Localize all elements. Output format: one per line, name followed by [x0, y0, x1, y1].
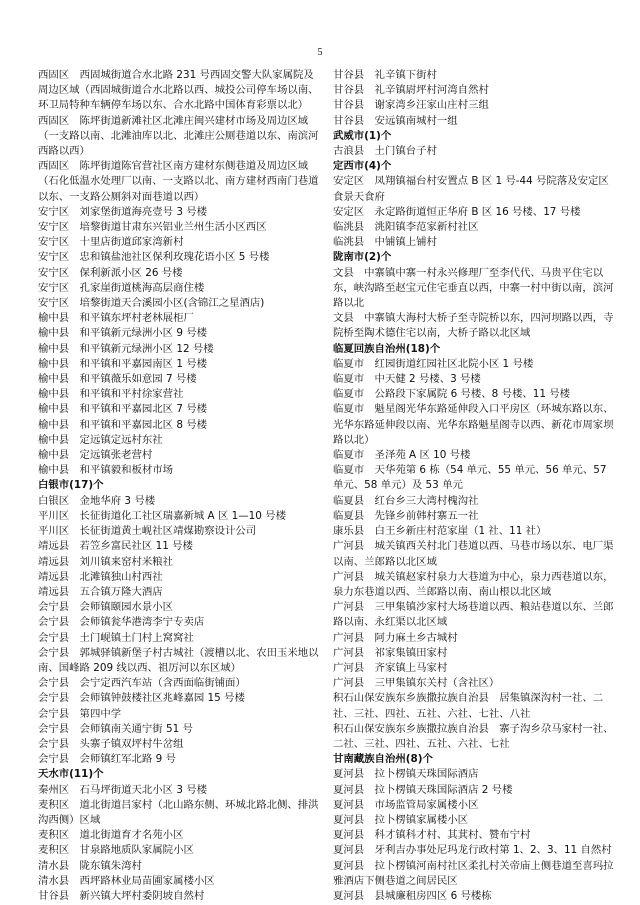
left-column [38, 68, 324, 904]
location-entry: 西固区 陈坪街道新滩社区北滩庄闽兴建材市场及周边区域（一支路以南、北滩油库以北、北滩庄公厕巷道以东、南滨河西路以西） [38, 114, 319, 158]
location-entry: 榆中县 和平镇和平嘉园南区 1 号楼 [38, 357, 208, 370]
location-entry: 古浪县 土门镇台子村 [333, 145, 437, 158]
location-entry: 安宁区 保利新派小区 26 号楼 [38, 266, 183, 279]
location-entry: 会宁县 会师镇颐园水景小区 [38, 601, 174, 614]
location-entry: 安宁区 孔家崖街道桃海高层商住楼 [38, 281, 205, 294]
location-entry: 甘谷县 礼辛镇下街村 [333, 69, 437, 81]
location-entry: 会宁县 会宁定西汽车站（含西面临街铺面） [38, 677, 246, 690]
right-column [333, 68, 619, 904]
location-entry: 广河县 城关镇赵家村泉力大巷道为中心，泉力西巷道以东，泉力东巷道以西、兰郎路以南、南山根以北区域 [333, 570, 614, 598]
location-entry: 会宁县 会师镇钟鼓楼社区兆峰嘉园 15 号楼 [38, 692, 245, 705]
location-entry: 会宁县 会师镇瓮华港湾李宁专卖店 [38, 616, 205, 629]
location-entry: 榆中县 和平镇和平嘉园北区 8 号楼 [38, 418, 208, 431]
location-entry: 麦积区 甘泉路地质队家属院小区 [38, 844, 194, 857]
location-entry: 临夏市 红园街道红园社区北院小区 1 号楼 [333, 357, 534, 370]
location-entry: 靖远县 若笠乡富民社区 11 号楼 [38, 540, 193, 553]
location-entry: 广河县 齐家镇上马家村 [333, 661, 448, 674]
location-entry: 靖远县 刘川镇来窑村米粮社 [38, 555, 174, 568]
location-entry: 临洮县 中铺镇上铺村 [333, 236, 437, 249]
location-entry: 广河县 三甲集镇东关村（含社区） [333, 677, 500, 690]
location-entry: 临夏市 圣泽苑 A 区 10 号楼 [333, 449, 471, 462]
location-entry: 积石山保安族东乡族撒拉族自治县 寨子沟乡尕马家村一社、二社、三社、四社、五社、六社、七社 [333, 722, 614, 750]
region-heading: 陇南市(2)个 [333, 251, 392, 264]
location-entry: 临夏市 公路段下家属院 6 号楼、8 号楼、11 号楼 [333, 388, 571, 401]
location-entry: 安定区 凤翔镇福台村安置点 B 区 1 号-44 号院落及安定区食景天食府 [333, 175, 609, 203]
location-entry: 夏河县 拉卜楞镇天珠国际酒店 [333, 768, 479, 781]
region-heading: 天水市(11)个 [38, 768, 104, 781]
location-entry: 广河县 阿力麻土乡古城村 [333, 631, 458, 644]
location-entry: 甘谷县 新兴镇大坪村委阴坡自然村 [38, 889, 205, 902]
location-entry: 广河县 城关镇西关村北门巷道以西、马巷市场以东、电厂渠以南、兰郎路以北区域 [333, 540, 614, 568]
location-entry: 甘谷县 谢家湾乡汪家山庄村三组 [333, 99, 489, 112]
location-entry: 麦积区 道北街道育才名苑小区 [38, 829, 184, 842]
location-entry: 安宁区 忠和镇盐池社区保利玫瑰花语小区 5 号楼 [38, 251, 270, 264]
location-entry: 榆中县 和平镇毅和板材市场 [38, 464, 174, 477]
location-entry: 临洮县 洮阳镇李范家新村社区 [333, 221, 479, 234]
location-entry: 文县 中寨镇中寨一村永兴修理厂至李代代、马贵平住宅以东，峡沟路至赵宝元住宅垂直以西，中寨一村中街以南，滨河路以北 [333, 266, 614, 310]
location-entry: 甘谷县 安远镇南城村一组 [333, 114, 458, 127]
page-number: 5 [317, 47, 323, 58]
location-entry: 西固区 陈坪街道陈官营社区南方建材东侧巷道及周边区域（石化低温水处理厂以南、一支路以北、南方建材西南门巷道以东、一支路公厕斜对面巷道以西） [38, 160, 319, 203]
location-entry: 榆中县 和平镇薇乐如意园 7 号楼 [38, 373, 197, 386]
location-entry: 会宁县 土门岘镇土门村上窝窝社 [38, 631, 194, 644]
location-entry: 临夏县 先锋乡前韩村寨五一社 [333, 509, 479, 522]
location-entry: 靖远县 五合镇万隆大酒店 [38, 585, 163, 598]
region-heading: 临夏回族自治州(18)个 [333, 342, 441, 355]
location-entry: 临夏县 红台乡三大湾村槐沟社 [333, 494, 479, 507]
location-entry: 榆中县 和平镇和平村徐家营社 [38, 388, 184, 401]
location-entry: 榆中县 定远镇张老营村 [38, 449, 153, 462]
region-heading: 甘南藏族自治州(8)个 [333, 753, 433, 766]
location-entry: 秦州区 石马坪街道天北小区 3 号楼 [38, 783, 208, 796]
location-entry: 夏河县 县城廉租房四区 6 号楼栋 [333, 889, 492, 902]
location-entry: 榆中县 和平镇新元绿洲小区 12 号楼 [38, 342, 214, 355]
location-entry: 夏河县 拉卜楞镇天珠国际酒店 2 号楼 [333, 783, 513, 796]
location-entry: 文县 中寨镇大海村大桥子至寺院桥以东，四河坝路以西，寺院桥至陶术德住宅以南，大桥子路以北区域 [333, 312, 614, 340]
location-entry: 平川区 长征街道化工社区瑞嘉新城 A 区 1—10 号楼 [38, 509, 286, 522]
location-entry: 临夏市 天华苑第 6 栋（54 单元、55 单元、56 单元、57 单元、58 单元）及 53 单元 [333, 464, 610, 492]
location-entry: 夏河县 市场监管局家属楼小区 [333, 798, 479, 811]
location-entry: 临夏市 魁星阁光华东路延伸段入口平房区（环城东路以东、光华东路延伸段以南、光华东路魁星阁寺以西、新花市周家坝路以北） [333, 403, 614, 446]
location-entry: 康乐县 白王乡新庄村范家崖（1 社、11 社） [333, 525, 547, 538]
location-entry: 夏河县 牙利吉办事处尼玛龙行政村第 1、2、3、11 自然村 [333, 844, 612, 857]
location-entry: 白银区 金地华府 3 号楼 [38, 494, 156, 507]
location-entry: 平川区 长征街道黄土岘社区靖煤勘察设计公司 [38, 525, 257, 538]
location-entry: 广河县 三甲集镇沙家村大场巷道以西、粮站巷道以东、兰郎路以南、永红渠以北区域 [333, 601, 614, 629]
location-entry: 清水县 西坪路林业局苗圃家属楼小区 [38, 874, 215, 887]
location-entry: 会宁县 郭城驿镇新堡子村古城社（渡槽以北、农田玉米地以南、国峰路 209 线以西、祖厉河以东区域） [38, 646, 319, 674]
location-entry: 会宁县 头寨子镇双坪村牛岔组 [38, 737, 184, 750]
region-heading: 武威市(1)个 [333, 129, 392, 142]
location-entry: 榆中县 和平镇和平嘉园北区 7 号楼 [38, 403, 208, 416]
location-entry: 安宁区 培黎街道甘肃东兴铝业兰州生活小区西区 [38, 221, 267, 234]
location-entry: 榆中县 和平镇东坪村老林展柜厂 [38, 312, 194, 325]
location-entry: 榆中县 和平镇新元绿洲小区 9 号楼 [38, 327, 208, 340]
location-entry: 夏河县 科才镇科才村、其萁村、赞布宁村 [333, 829, 531, 842]
location-entry: 清水县 陇东镇朱湾村 [38, 859, 142, 872]
location-entry: 榆中县 定远镇定远村东社 [38, 433, 163, 446]
location-entry: 广河县 祁家集镇田家村 [333, 646, 448, 659]
location-entry: 会宁县 会师镇红军北路 9 号 [38, 753, 176, 766]
location-entry: 安宁区 培黎街道天合溪园小区(含锦江之星酒店) [38, 297, 265, 310]
location-entry: 靖远县 北滩镇独山村西社 [38, 570, 163, 583]
location-entry: 夏河县 拉卜楞镇河南村社区柔扎村关帝庙上侧巷道至喜玛拉雅酒店下侧巷道之间居民区 [333, 859, 614, 887]
region-heading: 定西市(4)个 [333, 160, 392, 173]
location-entry: 安定区 永定路街道恒正华府 B 区 16 号楼、17 号楼 [333, 205, 581, 218]
location-entry: 麦积区 道北街道吕家村（北山路东侧、环城北路北侧、排洪沟西侧）区域 [38, 798, 319, 826]
location-entry: 甘谷县 礼辛镇尉坪村河湾自然村 [333, 84, 489, 97]
location-entry: 安宁区 十里店街道邱家湾新村 [38, 236, 184, 249]
location-entry: 西固区 西固城街道合水北路 231 号西固交警大队家属院及周边区域（西固城街道合水北路以西、城投公司停车场以南、环卫局特种车辆停车场以东、合水北路中国体育彩票以北） [38, 69, 319, 112]
location-entry: 会宁县 第四中学 [38, 707, 122, 720]
region-heading: 白银市(17)个 [38, 479, 104, 492]
location-entry: 积石山保安族东乡族撒拉族自治县 居集镇深沟村一社、二社、三社、四社、五社、六社、七社、八社 [333, 692, 604, 720]
location-entry: 会宁县 会师镇南关通宁街 51 号 [38, 722, 193, 735]
location-entry: 夏河县 拉卜楞镇家属楼小区 [333, 813, 469, 826]
location-entry: 安宁区 刘家堡街道海亮壹号 3 号楼 [38, 205, 208, 218]
location-entry: 临夏市 中天健 2 号楼、3 号楼 [333, 373, 481, 386]
